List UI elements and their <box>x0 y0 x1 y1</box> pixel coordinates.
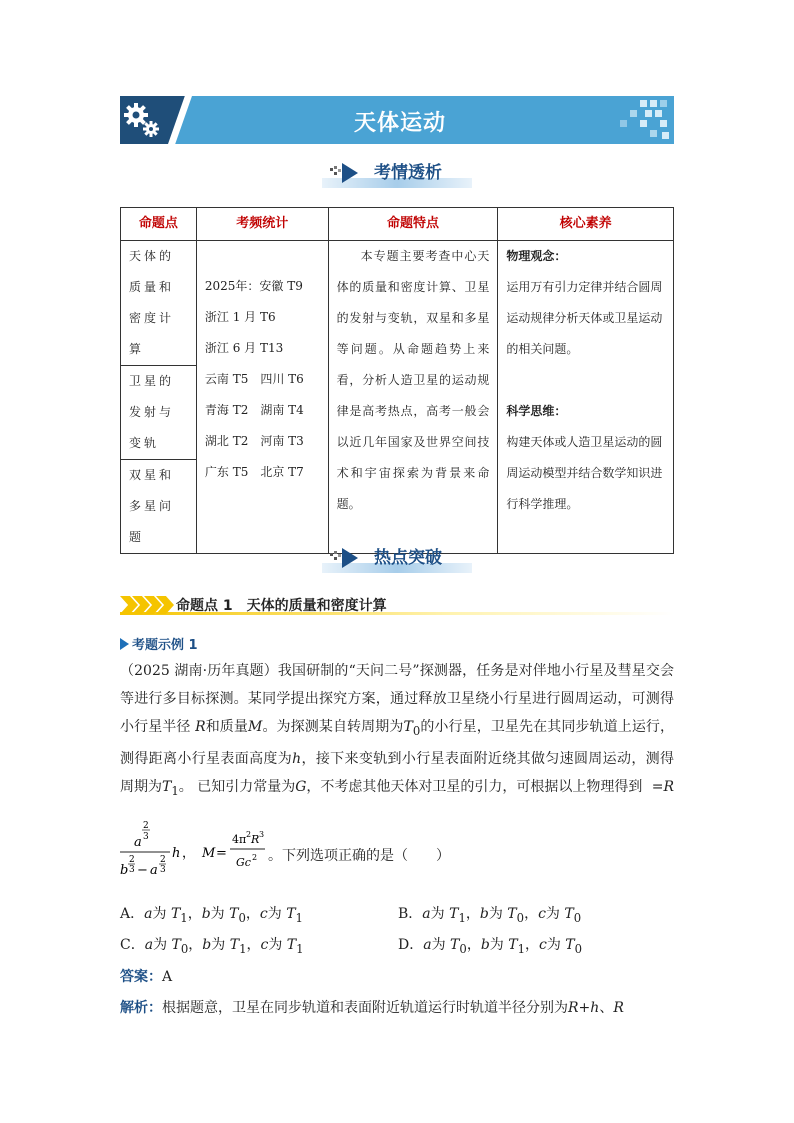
table-header: 考频统计 <box>196 208 328 241</box>
svg-text:2: 2 <box>129 855 135 865</box>
svg-text:4π: 4π <box>232 833 247 846</box>
svg-text:3: 3 <box>259 830 265 839</box>
freq-line: 湖北 T2 河南 T3 <box>204 434 304 448</box>
topic-title: 命题点 1 天体的质量和密度计算 <box>176 598 387 614</box>
svg-text:=: = <box>216 846 227 861</box>
core-text: 构建天体或人造卫星运动的圆周运动模型并结合数学知识进行科学推理。 <box>506 435 663 511</box>
freq-line: 浙江 1 月 T6 <box>204 310 276 324</box>
example-label: 考题示例 1 <box>120 634 198 653</box>
freq-line: 青海 T2 湖南 T4 <box>204 403 304 417</box>
answer-value: A <box>162 969 173 985</box>
svg-text:2: 2 <box>246 830 252 839</box>
option-d[interactable]: D．a为 $T_0$，b为 $T_1$，c为 $T_0$ <box>398 937 583 956</box>
svg-text:3: 3 <box>129 865 135 875</box>
table-header: 命题点 <box>121 208 197 241</box>
section-title: 考情透析 <box>374 163 442 183</box>
question-tail: 。下列选项正确的是（ ） <box>268 848 450 864</box>
table-header: 核心素养 <box>498 208 674 241</box>
page-title: 天体运动 <box>353 111 446 136</box>
analysis-text: 根据题意，卫星在同步轨道和表面附近轨道运行时轨道半径分别为 <box>162 1000 568 1016</box>
svg-text:3: 3 <box>143 832 149 842</box>
play-arrow-icon <box>328 160 362 186</box>
topic-cell: 卫星的发射与变轨 <box>121 366 197 460</box>
formula-line <box>120 820 674 890</box>
svg-text:2: 2 <box>143 821 149 831</box>
core-title: 物理观念： <box>506 249 567 263</box>
answer-label: 答案 <box>120 969 148 985</box>
svg-text:Gc: Gc <box>236 856 251 869</box>
svg-text:h: h <box>172 846 181 861</box>
feature-cell: 本专题主要考查中心天体的质量和密度计算、卫星的发射与变轨，双星和多星等问题。从命题趋势上来看，分析人造卫星的运动规律是高考热点，高考一般会以近几年国家及世界空间技术和宇宙探索为背景来命题。 <box>328 241 498 554</box>
svg-text:2: 2 <box>160 855 166 865</box>
core-title: 科学思维： <box>506 404 567 418</box>
svg-text:，: ， <box>182 846 196 861</box>
option-b[interactable]: B．a为 $T_1$，b为 $T_0$，c为 $T_0$ <box>398 906 582 925</box>
svg-text:−: − <box>137 863 148 878</box>
svg-text:b: b <box>120 863 129 878</box>
play-arrow-icon <box>328 545 362 571</box>
topic-cell: 天体的质量和密度计算 <box>121 241 197 366</box>
section-head-analysis <box>322 158 482 192</box>
question-stem: （2025 湖南·历年真题）我国研制的“天问二号”探测器，任务是对伴地小行星及彗星交会等进行多目标探测。某同学提出探究方案，通过释放卫星绕小行星进行圆周运动，可测得小行星半径 R和质量M。为探测某自转周期为$T_0$的小行星，卫星先在其同步轨道上运行，测得距离小行星表面高度为h，接下来变轨到小行星表面附近绕其做匀速圆周运动，测得周期为$T_1$。 已知引力常量为G，不考虑其他天体对卫星的引力，可根据以上物理得到 R = <box>120 663 675 798</box>
gear-icon <box>122 100 162 140</box>
svg-text:a: a <box>134 835 142 850</box>
topic-cell: 双星和多星问题 <box>121 460 197 554</box>
option-c[interactable]: C．a为 $T_0$，b为 $T_1$，c为 $T_1$ <box>120 937 304 956</box>
triangle-icon <box>120 638 129 650</box>
svg-text:3: 3 <box>160 865 166 875</box>
freq-line: 浙江 6 月 T13 <box>204 341 284 355</box>
section-head-hot <box>322 543 482 577</box>
frequency-cell <box>196 241 328 554</box>
freq-line: 2025年：安徽 T9 <box>204 279 303 293</box>
freq-line: 云南 T5 四川 T6 <box>204 372 304 386</box>
core-text: 运用万有引力定律并结合圆周运动规律分析天体或卫星运动的相关问题。 <box>506 280 663 356</box>
svg-text:M: M <box>202 846 216 861</box>
answer-line: 答案：A <box>120 969 173 985</box>
svg-text:R: R <box>251 833 260 846</box>
table-header: 命题特点 <box>328 208 498 241</box>
option-a[interactable]: A．a为 $T_1$，b为 $T_0$，c为 $T_1$ <box>120 906 303 925</box>
exam-analysis-table <box>120 207 674 554</box>
analysis-line: 解析：根据题意，卫星在同步轨道和表面附近轨道运行时轨道半径分别为R+h、R <box>120 1000 624 1016</box>
section-title: 热点突破 <box>374 548 442 568</box>
svg-text:a: a <box>150 863 158 878</box>
freq-line: 广东 T5 北京 T7 <box>204 465 304 479</box>
analysis-label: 解析 <box>120 1000 148 1016</box>
topic-bar <box>120 594 674 618</box>
svg-text:2: 2 <box>252 853 258 862</box>
core-literacy-cell <box>498 241 674 554</box>
